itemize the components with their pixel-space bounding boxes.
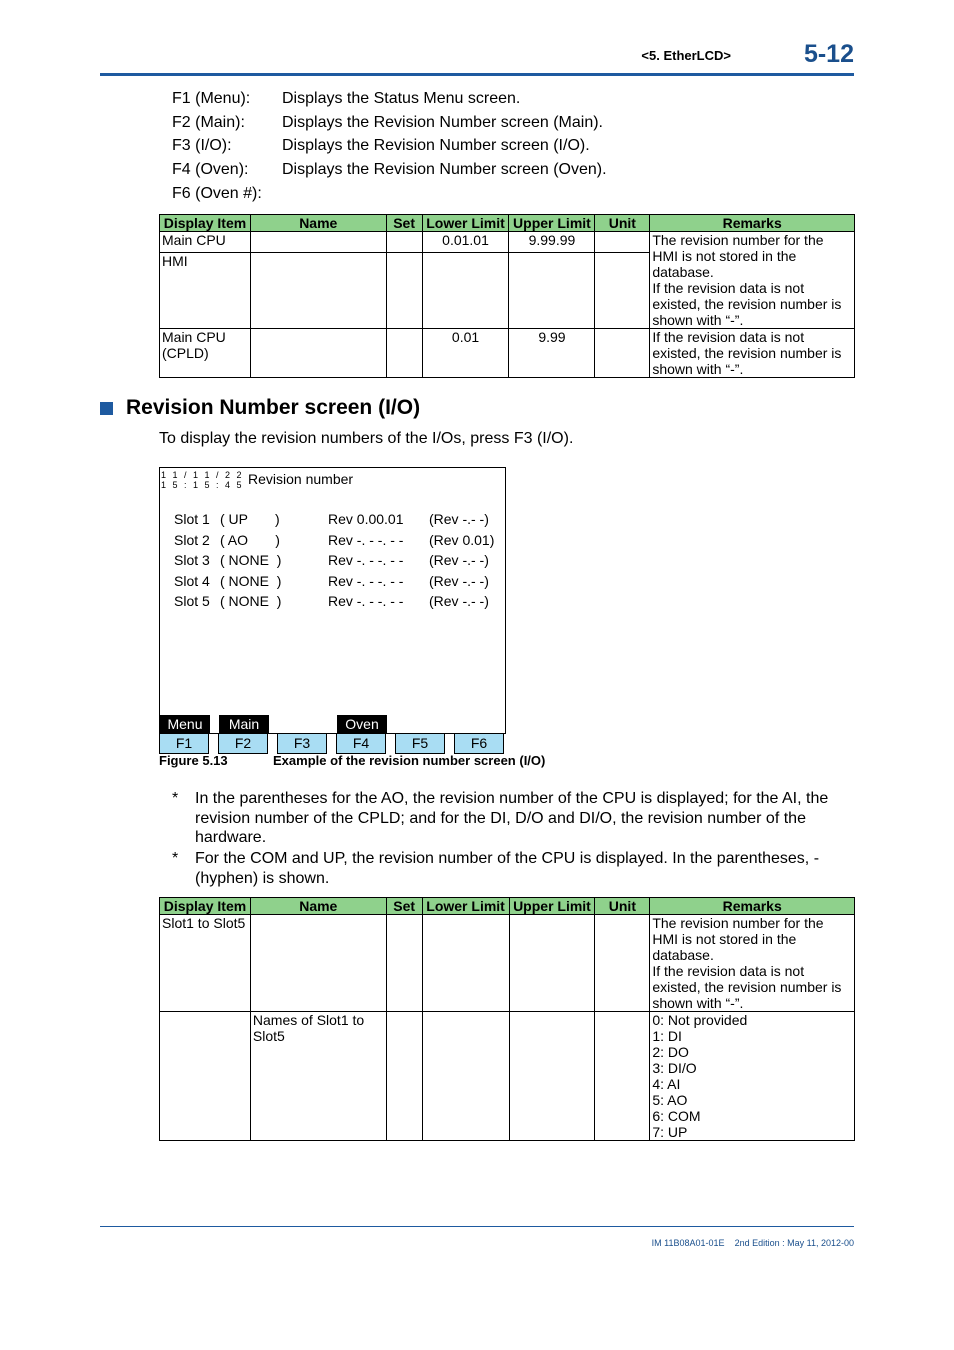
section-heading: Revision Number screen (I/O) [100,396,420,420]
table-header-row: Display Item Name Set Lower Limit Upper Limit Unit Remarks [160,898,855,915]
f1-key[interactable]: F1 [159,733,209,754]
table-row: HMI [160,252,855,328]
f5-key[interactable]: F5 [395,733,445,754]
remarks-cell: The revision number for the HMI is not stored in the database. If the revision data is not existed, the revision number is shown with “-”. [650,915,855,1012]
fkey-row-f4: F4 (Oven): Displays the Revision Number screen (Oven). [172,161,607,179]
io-revision-table [159,897,855,1141]
header-rule [100,73,854,76]
main-soft-button[interactable]: Main [219,715,269,734]
f2-key[interactable]: F2 [218,733,268,754]
fkey-row-f6: F6 (Oven #): [172,184,262,202]
oven-soft-button[interactable]: Oven [337,715,387,734]
footnote: * In the parentheses for the AO, the revision number of the CPU is displayed; for the AI, the revision number of the CPLD; and for the DI, D/O and DI/O, the revision number of the hardware. [172,790,829,846]
remarks-cell: If the revision data is not existed, the revision number is shown with “-”. [650,329,855,378]
footer-rule [100,1226,854,1227]
screen-title: Revision number [248,471,354,487]
f3-key[interactable]: F3 [277,733,327,754]
datetime-display: 1 1 / 1 1 / 2 2 1 5 : 1 5 : 4 5 [161,470,244,490]
table-row: Slot1 to Slot5 The revision number for the HMI is not stored in the database. If the revision data is not existed, the revision number is shown with “-”. [160,915,855,1012]
footer-text: IM 11B08A01-01E 2nd Edition : May 11, 2012-00 [651,1238,854,1248]
f6-key[interactable]: F6 [454,733,504,754]
table-header-row: Display Item Name Set Lower Limit Upper Limit Unit Remarks [160,215,855,232]
page-number: 5-12 [803,40,854,68]
table-row: Names of Slot1 to Slot5 0: Not provided 1: DI 2: DO 3: DI/O 4: AI 5: AO 6: COM 7: UP [160,1012,855,1141]
menu-soft-button[interactable]: Menu [160,715,210,734]
square-bullet-icon [100,402,113,415]
table-row: Main CPU 0.01.01 9.99.99 The revision number for the HMI is not stored in the database. If the revision data is not existed, the revision number is shown with “-”. [160,232,855,253]
fkey-row-f1: F1 (Menu): Displays the Status Menu screen. [172,90,521,107]
slot-row: Slot 2 ( AO ) Rev -. - -. - - (Rev 0.01) [174,532,495,548]
section-label: <5. EtherLCD> [641,48,731,63]
fkey-row-f2: F2 (Main): Displays the Revision Number screen (Main). [172,113,603,131]
f4-key[interactable]: F4 [336,733,386,754]
intro-text: To display the revision numbers of the I/Os, press F3 (I/O). [159,430,574,447]
slot-row: Slot 4 ( NONE ) Rev -. - -. - - (Rev -.- -) [174,573,489,589]
slot-row: Slot 1 ( UP ) Rev 0.00.01 (Rev -.- -) [174,511,489,527]
fkey-description-list [172,87,607,206]
table-row: Main CPU (CPLD) 0.01 9.99 If the revision data is not existed, the revision number is shown with “-”. [160,329,855,378]
slot-row: Slot 3 ( NONE ) Rev -. - -. - - (Rev -.- -) [174,552,489,568]
main-revision-table [159,214,855,378]
remarks-cell: The revision number for the HMI is not stored in the database. If the revision data is not existed, the revision number is shown with “-”. [650,232,855,329]
figure-caption: Figure 5.13 Example of the revision number screen (I/O) [159,753,546,768]
remarks-cell: 0: Not provided 1: DI 2: DO 3: DI/O 4: AI 5: AO 6: COM 7: UP [650,1012,855,1141]
slot-row: Slot 5 ( NONE ) Rev -. - -. - - (Rev -.- -) [174,593,489,609]
fkey-row-f3: F3 (I/O): Displays the Revision Number screen (I/O). [172,137,590,155]
footnote: * For the COM and UP, the revision number of the CPU is displayed. In the parentheses, -(hyphen) is shown. [172,850,820,887]
lcd-screen [159,467,506,734]
